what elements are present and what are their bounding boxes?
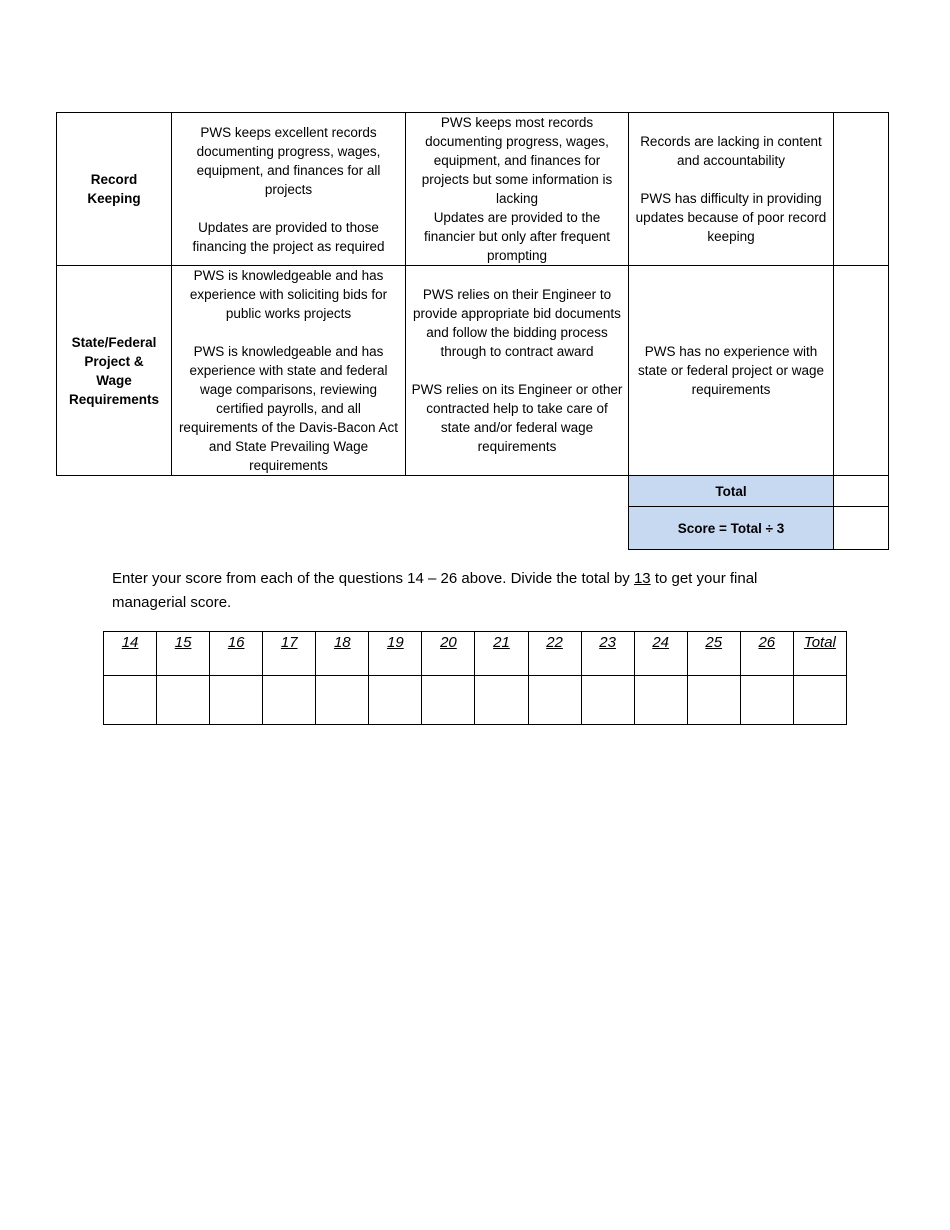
total-label: Total: [629, 476, 834, 507]
score-grid-header: 19: [369, 632, 422, 676]
score-grid-header: 24: [634, 632, 687, 676]
score-grid-entry-cell[interactable]: [740, 676, 793, 725]
rubric-row-record-keeping: [57, 113, 889, 266]
score-grid-header: 17: [263, 632, 316, 676]
score-grid-entry-cell[interactable]: [316, 676, 369, 725]
score-grid-header: 22: [528, 632, 581, 676]
score-summary-table: [103, 631, 847, 725]
score-grid-entry-cell[interactable]: [263, 676, 316, 725]
score-grid-entry-cell[interactable]: [210, 676, 263, 725]
score-grid-header: 18: [316, 632, 369, 676]
score-grid-header-row: [104, 632, 847, 676]
score-grid-header: 16: [210, 632, 263, 676]
score-entry-cell[interactable]: [834, 266, 889, 476]
score-grid-entry-cell[interactable]: [793, 676, 846, 725]
score-grid-entry-cell[interactable]: [687, 676, 740, 725]
score-grid-header: 23: [581, 632, 634, 676]
divisor-value: 13: [633, 570, 651, 587]
category-cell: State/Federal Project & Wage Requirements: [57, 266, 172, 476]
score-grid-entry-cell[interactable]: [157, 676, 210, 725]
rubric-score-row: [57, 507, 889, 550]
score-grid-header: 26: [740, 632, 793, 676]
category-cell: Record Keeping: [57, 113, 172, 266]
total-entry-cell[interactable]: [834, 476, 889, 507]
excellent-criteria-cell: PWS is knowledgeable and has experience with soliciting bids for public works projects PWS is knowledgeable and has experience with state and federal wage comparisons, reviewing certified payrolls, and all requirements of the Davis-Bacon Act and State Prevailing Wage requirements: [172, 266, 406, 476]
score-label: Score = Total ÷ 3: [629, 507, 834, 550]
adequate-criteria-cell: PWS relies on their Engineer to provide appropriate bid documents and follow the bidding process through to contract award PWS relies on its Engineer or other contracted help to take care of state and/or federal wage requirements: [406, 266, 629, 476]
score-grid-header: 21: [475, 632, 528, 676]
rubric-row-state-federal: [57, 266, 889, 476]
score-grid-entry-cell[interactable]: [634, 676, 687, 725]
poor-criteria-cell: Records are lacking in content and accountability PWS has difficulty in providing updates because of poor record keeping: [629, 113, 834, 266]
rubric-table: [56, 112, 889, 550]
score-grid-entry-row: [104, 676, 847, 725]
score-entry-cell[interactable]: [834, 113, 889, 266]
score-grid-header: 15: [157, 632, 210, 676]
score-grid-entry-cell[interactable]: [581, 676, 634, 725]
instructions-text: Enter your score from each of the questions 14 – 26 above. Divide the total by 13 to get your final managerial score.: [112, 570, 758, 611]
score-grid-entry-cell[interactable]: [422, 676, 475, 725]
score-grid-entry-cell[interactable]: [528, 676, 581, 725]
rubric-total-row: [57, 476, 889, 507]
score-grid-entry-cell[interactable]: [104, 676, 157, 725]
score-grid-header: 20: [422, 632, 475, 676]
score-grid-header: 14: [104, 632, 157, 676]
excellent-criteria-cell: PWS keeps excellent records documenting progress, wages, equipment, and finances for all projects Updates are provided to those financing the project as required: [172, 113, 406, 266]
score-grid-header: 25: [687, 632, 740, 676]
score-grid-entry-cell[interactable]: [475, 676, 528, 725]
score-result-cell[interactable]: [834, 507, 889, 550]
poor-criteria-cell: PWS has no experience with state or federal project or wage requirements: [629, 266, 834, 476]
score-grid-header: Total: [793, 632, 846, 676]
score-grid-entry-cell[interactable]: [369, 676, 422, 725]
adequate-criteria-cell: PWS keeps most records documenting progress, wages, equipment, and finances for projects but some information is lacking Updates are provided to the financier but only after frequent prompting: [406, 113, 629, 266]
